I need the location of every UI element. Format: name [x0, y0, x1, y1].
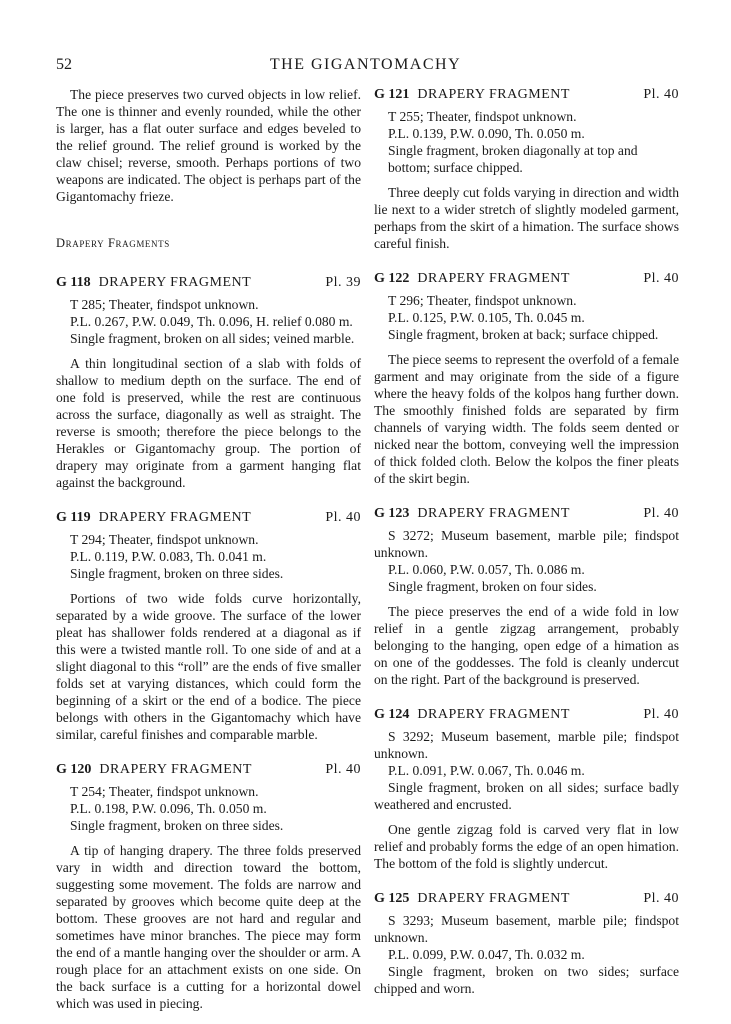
- condition-line: Single fragment, broken on three sides.: [70, 818, 284, 833]
- catalog-entry: [56, 761, 361, 1012]
- entry-metadata: [374, 527, 679, 595]
- plate-reference: Pl. 40: [643, 87, 679, 102]
- condition-line: Single fragment, broken on all sides; veined marble.: [70, 331, 355, 346]
- condition-line: Single fragment, broken at back; surface chipped.: [388, 327, 659, 342]
- entry-heading: [374, 890, 679, 910]
- inventory-line: S 3272; Museum basement, marble pile; findspot unknown.: [374, 528, 679, 560]
- entry-metadata: [374, 912, 679, 997]
- entry-description: The piece seems to represent the overfold of a female garment and may originate from the side of a figure where the heavy folds of the kolpos hang further down. The smoothly finished folds are separated by firm channels of varying width. The folds seem dented or nicked near the bottom, conveying well the impression of thick folded cloth. Below the kolpos the finer pleats of the skirt begin.: [374, 352, 679, 486]
- inventory-line: S 3292; Museum basement, marble pile; findspot unknown.: [374, 729, 679, 761]
- entry-number: G 118: [56, 275, 91, 290]
- entry-number: G 125: [374, 891, 410, 906]
- plate-reference: Pl. 40: [325, 762, 361, 777]
- dimensions-line: P.L. 0.139, P.W. 0.090, Th. 0.050 m.: [388, 126, 585, 141]
- condition-line: Single fragment, broken on all sides; surface badly weathered and encrusted.: [374, 780, 679, 812]
- entry-heading: [56, 274, 361, 294]
- entry-metadata: [56, 296, 361, 347]
- entry-title: DRAPERY FRAGMENT: [98, 510, 252, 525]
- entry-description: A thin longitudinal section of a slab with folds of shallow to medium depth on the surface. The end of one fold is preserved, while the rest are continuous across the surface, diagonally as well as straight. The reverse is smooth; therefore the piece belongs to the Herakles or Gigantomachy group. The portion of drapery may originate from a garment hanging flat against the background.: [56, 356, 361, 490]
- inventory-line: T 254; Theater, findspot unknown.: [70, 784, 259, 799]
- inventory-line: T 285; Theater, findspot unknown.: [70, 297, 259, 312]
- catalog-entry: [374, 86, 679, 252]
- condition-line: Single fragment, broken diagonally at top and bottom; surface chipped.: [388, 143, 638, 175]
- dimensions-line: P.L. 0.267, P.W. 0.049, Th. 0.096, H. relief 0.080 m.: [70, 314, 353, 329]
- entry-description: One gentle zigzag fold is carved very flat in low relief and probably forms the edge of an open himation. The bottom of the fold is slightly undercut.: [374, 822, 679, 871]
- entry-number: G 119: [56, 510, 91, 525]
- entry-number: G 121: [374, 87, 410, 102]
- entry-number: G 124: [374, 707, 410, 722]
- entry-metadata: [56, 783, 361, 834]
- catalog-entry: [56, 274, 361, 491]
- plate-reference: Pl. 40: [325, 510, 361, 525]
- entry-title: DRAPERY FRAGMENT: [417, 891, 570, 906]
- dimensions-line: P.L. 0.125, P.W. 0.105, Th. 0.045 m.: [388, 310, 585, 325]
- inventory-line: T 294; Theater, findspot unknown.: [70, 532, 259, 547]
- dimensions-line: P.L. 0.119, P.W. 0.083, Th. 0.041 m.: [70, 549, 267, 564]
- dimensions-line: P.L. 0.099, P.W. 0.047, Th. 0.032 m.: [388, 947, 585, 962]
- entry-title: DRAPERY FRAGMENT: [417, 506, 570, 521]
- inventory-line: S 3293; Museum basement, marble pile; findspot unknown.: [374, 913, 679, 945]
- entry-title: DRAPERY FRAGMENT: [98, 275, 252, 290]
- entry-heading: [56, 761, 361, 781]
- dimensions-line: P.L. 0.091, P.W. 0.067, Th. 0.046 m.: [388, 763, 585, 778]
- entry-metadata: [374, 108, 679, 176]
- condition-line: Single fragment, broken on four sides.: [388, 579, 597, 594]
- condition-line: Single fragment, broken on three sides.: [70, 566, 284, 581]
- entry-metadata: [56, 531, 361, 582]
- entry-number: G 122: [374, 271, 410, 286]
- entry-description: Three deeply cut folds varying in direction and width lie next to a wider stretch of slightly modeled garment, perhaps from the skirt of a himation. The surface shows careful finish.: [374, 185, 679, 251]
- entry-heading: [56, 509, 361, 529]
- entry-heading: [374, 706, 679, 726]
- left-column: [56, 86, 361, 1012]
- catalog-entry: [374, 890, 679, 997]
- inventory-line: T 296; Theater, findspot unknown.: [388, 293, 577, 308]
- entry-title: DRAPERY FRAGMENT: [417, 271, 570, 286]
- entry-heading: [374, 505, 679, 525]
- entry-description: Portions of two wide folds curve horizontally, separated by a wide groove. The surface of the lower pleat has shallower folds rendered at a diagonal as if this were a twisted mantle roll. To one side of and at a slight diagonal to this “roll” are the ends of five smaller folds set at varying distances, which could form the beginning of a skirt or the end of a bodice. The piece belongs with others in the Gigantomachy which have similar, careful finishes and comparable marble.: [56, 591, 361, 742]
- entry-number: G 123: [374, 506, 410, 521]
- entry-metadata: [374, 728, 679, 813]
- catalog-entry: [374, 505, 679, 688]
- right-column: [374, 86, 679, 997]
- condition-line: Single fragment, broken on two sides; surface chipped and worn.: [374, 964, 679, 996]
- entry-title: DRAPERY FRAGMENT: [417, 87, 570, 102]
- entry-description: The piece preserves the end of a wide fold in low relief in a gentle zigzag arrangement, probably belonging to the hanging, open edge of a himation as on one of the goddesses. The fold is cleanly undercut on the right. Part of the background is preserved.: [374, 604, 679, 687]
- plate-reference: Pl. 40: [643, 271, 679, 286]
- dimensions-line: P.L. 0.060, P.W. 0.057, Th. 0.086 m.: [388, 562, 585, 577]
- page-number: 52: [56, 56, 72, 73]
- catalog-entry: [374, 270, 679, 487]
- section-title: Drapery Fragments: [56, 236, 170, 250]
- catalog-entry: [56, 509, 361, 743]
- inventory-line: T 255; Theater, findspot unknown.: [388, 109, 577, 124]
- plate-reference: Pl. 40: [643, 707, 679, 722]
- entry-description: A tip of hanging drapery. The three folds preserved vary in width and direction toward the bottom, suggesting some movement. The folds are narrow and separated by grooves which become quite deep at the bottom. These grooves are not hard and regular and sometimes have minor branches. The piece may form the end of a mantle hanging over the shoulder or arm. A rough place for an attachment exists on one side. On the back surface is a cutting for a horizontal dowel which was used in piecing.: [56, 843, 361, 1011]
- entry-title: DRAPERY FRAGMENT: [417, 707, 570, 722]
- entry-heading: [374, 270, 679, 290]
- catalog-entry: [374, 706, 679, 872]
- entry-number: G 120: [56, 762, 92, 777]
- entry-title: DRAPERY FRAGMENT: [99, 762, 252, 777]
- plate-reference: Pl. 39: [325, 275, 361, 290]
- dimensions-line: P.L. 0.198, P.W. 0.096, Th. 0.050 m.: [70, 801, 267, 816]
- page-header: [0, 56, 731, 76]
- plate-reference: Pl. 40: [643, 891, 679, 906]
- intro-paragraph: The piece preserves two curved objects in low relief. The one is thinner and evenly rounded, while the other is larger, has a flat outer surface and edges beveled to the relief ground. The relief ground is worked by the claw chisel; reverse, smooth. Perhaps portions of two weapons are indicated. The object is perhaps part of the Gigantomachy frieze.: [56, 87, 361, 204]
- plate-reference: Pl. 40: [643, 506, 679, 521]
- running-title: THE GIGANTOMACHY: [269, 56, 462, 73]
- entry-heading: [374, 86, 679, 106]
- entry-metadata: [374, 292, 679, 343]
